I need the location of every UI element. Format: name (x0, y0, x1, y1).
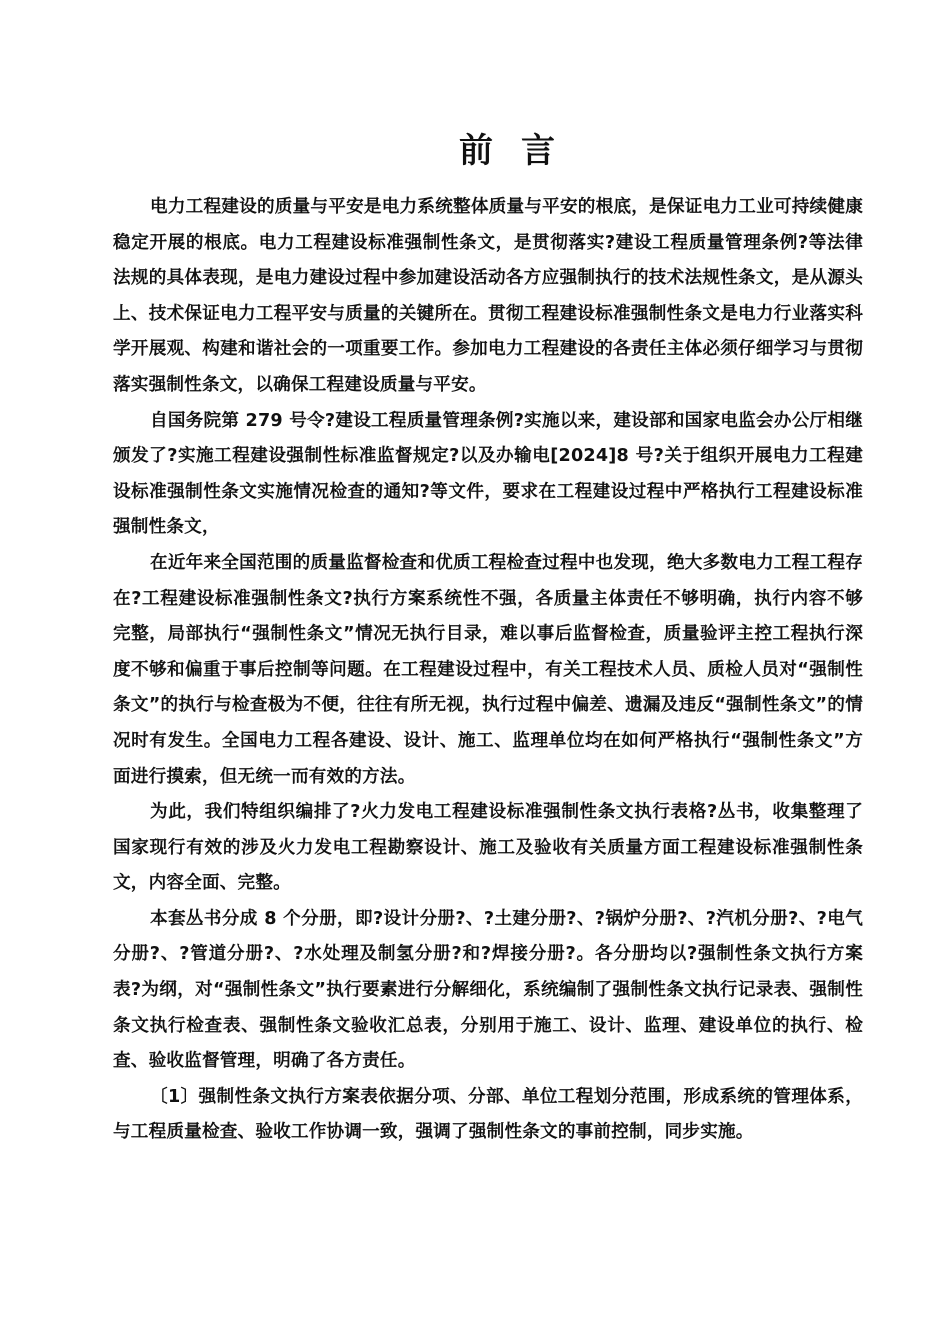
page-title: 前言 (459, 131, 583, 171)
paragraph-1: 电力工程建设的质量与平安是电力系统整体质量与平安的根底，是保证电力工业可持续健康稳定开展的根底。电力工程建设标准强制性条文，是贯彻落实?建设工程质量管理条例?等法律法规的具体表现，是电力建设过程中参加建设活动各方应强制执行的技术法规性条文，是从源头上、技术保证电力工程平安与质量的关键所在。贯彻工程建设标准强制性条文是电力行业落实科学开展观、构建和谐社会的一项重要工作。参加电力工程建设的各责任主体必须仔细学习与贯彻落实强制性条文，以确保工程建设质量与平安。 (113, 197, 863, 395)
paragraph-4: 为此，我们特组织编排了?火力发电工程建设标准强制性条文执行表格?丛书，收集整理了国家现行有效的涉及火力发电工程勘察设计、施工及验收有关质量方面工程建设标准强制性条文，内容全面、完整。 (113, 802, 863, 894)
document-body (113, 190, 863, 1151)
paragraph-3: 在近年来全国范围的质量监督检查和优质工程检查过程中也发现，绝大多数电力工程工程存在?工程建设标准强制性条文?执行方案系统性不强，各质量主体责任不够明确，执行内容不够完整，局部执行“强制性条文”情况无执行目录，难以事后监督检查，质量验评主控工程执行深度不够和偏重于事后控制等问题。在工程建设过程中，有关工程技术人员、质检人员对“强制性条文”的执行与检查极为不便，往往有所无视，执行过程中偏差、遗漏及违反“强制性条文”的情况时有发生。全国电力工程各建设、设计、施工、监理单位均在如何严格执行“强制性条文”方面进行摸索，但无统一而有效的方法。 (113, 552, 863, 787)
paragraph-6: 〔1〕强制性条文执行方案表依据分项、分部、单位工程划分范围，形成系统的管理体系，与工程质量检查、验收工作协调一致，强调了强制性条文的事前控制，同步实施。 (113, 1086, 863, 1143)
paragraph-5: 本套丛书分成 8 个分册，即?设计分册?、?土建分册?、?锅炉分册?、?汽机分册?、?电气分册?、?管道分册?、?水处理及制氢分册?和?焊接分册?。各分册均以?强制性条文执行方案表?为纲，对“强制性条文”执行要素进行分解细化，系统编制了强制性条文执行记录表、强制性条文执行检查表、强制性条文验收汇总表，分别用于施工、设计、监理、建设单位的执行、检查、验收监督管理，明确了各方责任。 (113, 908, 863, 1072)
paragraph-2: 自国务院第 279 号令?建设工程质量管理条例?实施以来，建设部和国家电监会办公厅相继颁发了?实施工程建设强制性标准监督规定?以及办输电[2024]8 号?关于组织开展电力工程建设标准强制性条文实施情况检查的通知?等文件，要求在工程建设过程中严格执行工程建设标准强制性条文， (113, 410, 863, 538)
